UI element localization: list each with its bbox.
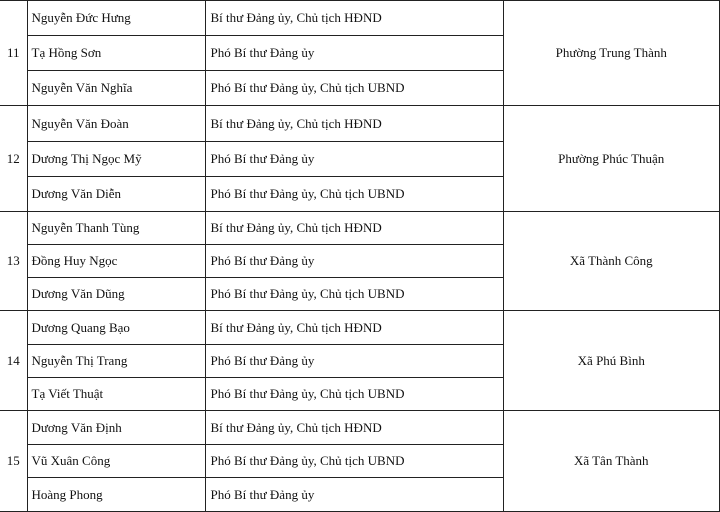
row-number: 12 (0, 106, 27, 212)
person-role: Phó Bí thư Đảng ủy (205, 478, 503, 512)
row-number: 14 (0, 311, 27, 411)
person-role: Phó Bí thư Đảng ủy, Chủ tịch UBND (205, 71, 503, 106)
person-role: Phó Bí thư Đảng ủy (205, 36, 503, 71)
person-role: Phó Bí thư Đảng ủy, Chủ tịch UBND (205, 278, 503, 311)
row-number: 13 (0, 212, 27, 311)
person-name: Hoàng Phong (27, 478, 205, 512)
person-name: Dương Quang Bạo (27, 311, 205, 345)
person-name: Nguyễn Thanh Tùng (27, 212, 205, 245)
row-number: 11 (0, 1, 27, 106)
person-role: Phó Bí thư Đảng ủy, Chủ tịch UBND (205, 177, 503, 212)
person-name: Vũ Xuân Công (27, 445, 205, 478)
person-name: Tạ Hồng Sơn (27, 36, 205, 71)
administrative-unit: Xã Tân Thành (503, 411, 720, 512)
administrative-unit: Phường Phúc Thuận (503, 106, 720, 212)
person-role: Bí thư Đảng ủy, Chủ tịch HĐND (205, 106, 503, 142)
table-row (0, 1, 720, 36)
person-name: Tạ Viết Thuật (27, 378, 205, 411)
person-name: Dương Văn Dũng (27, 278, 205, 311)
administrative-unit: Xã Phú Bình (503, 311, 720, 411)
row-number: 15 (0, 411, 27, 512)
person-name: Nguyễn Đức Hưng (27, 1, 205, 36)
person-role: Phó Bí thư Đảng ủy, Chủ tịch UBND (205, 378, 503, 411)
person-name: Dương Văn Diễn (27, 177, 205, 212)
administrative-unit: Xã Thành Công (503, 212, 720, 311)
person-role: Bí thư Đảng ủy, Chủ tịch HĐND (205, 212, 503, 245)
personnel-table-body (0, 1, 720, 512)
person-role: Bí thư Đảng ủy, Chủ tịch HĐND (205, 1, 503, 36)
person-role: Phó Bí thư Đảng ủy (205, 345, 503, 378)
person-name: Dương Văn Định (27, 411, 205, 445)
person-name: Dương Thị Ngọc Mỹ (27, 142, 205, 177)
person-name: Nguyễn Văn Nghĩa (27, 71, 205, 106)
administrative-unit: Phường Trung Thành (503, 1, 720, 106)
person-role: Bí thư Đảng ủy, Chủ tịch HĐND (205, 411, 503, 445)
person-role: Bí thư Đảng ủy, Chủ tịch HĐND (205, 311, 503, 345)
person-role: Phó Bí thư Đảng ủy (205, 142, 503, 177)
person-name: Đồng Huy Ngọc (27, 245, 205, 278)
table-row (0, 212, 720, 245)
person-role: Phó Bí thư Đảng ủy, Chủ tịch UBND (205, 445, 503, 478)
table-row (0, 311, 720, 345)
person-name: Nguyễn Văn Đoàn (27, 106, 205, 142)
table-row (0, 106, 720, 142)
person-name: Nguyễn Thị Trang (27, 345, 205, 378)
table-row (0, 411, 720, 445)
person-role: Phó Bí thư Đảng ủy (205, 245, 503, 278)
